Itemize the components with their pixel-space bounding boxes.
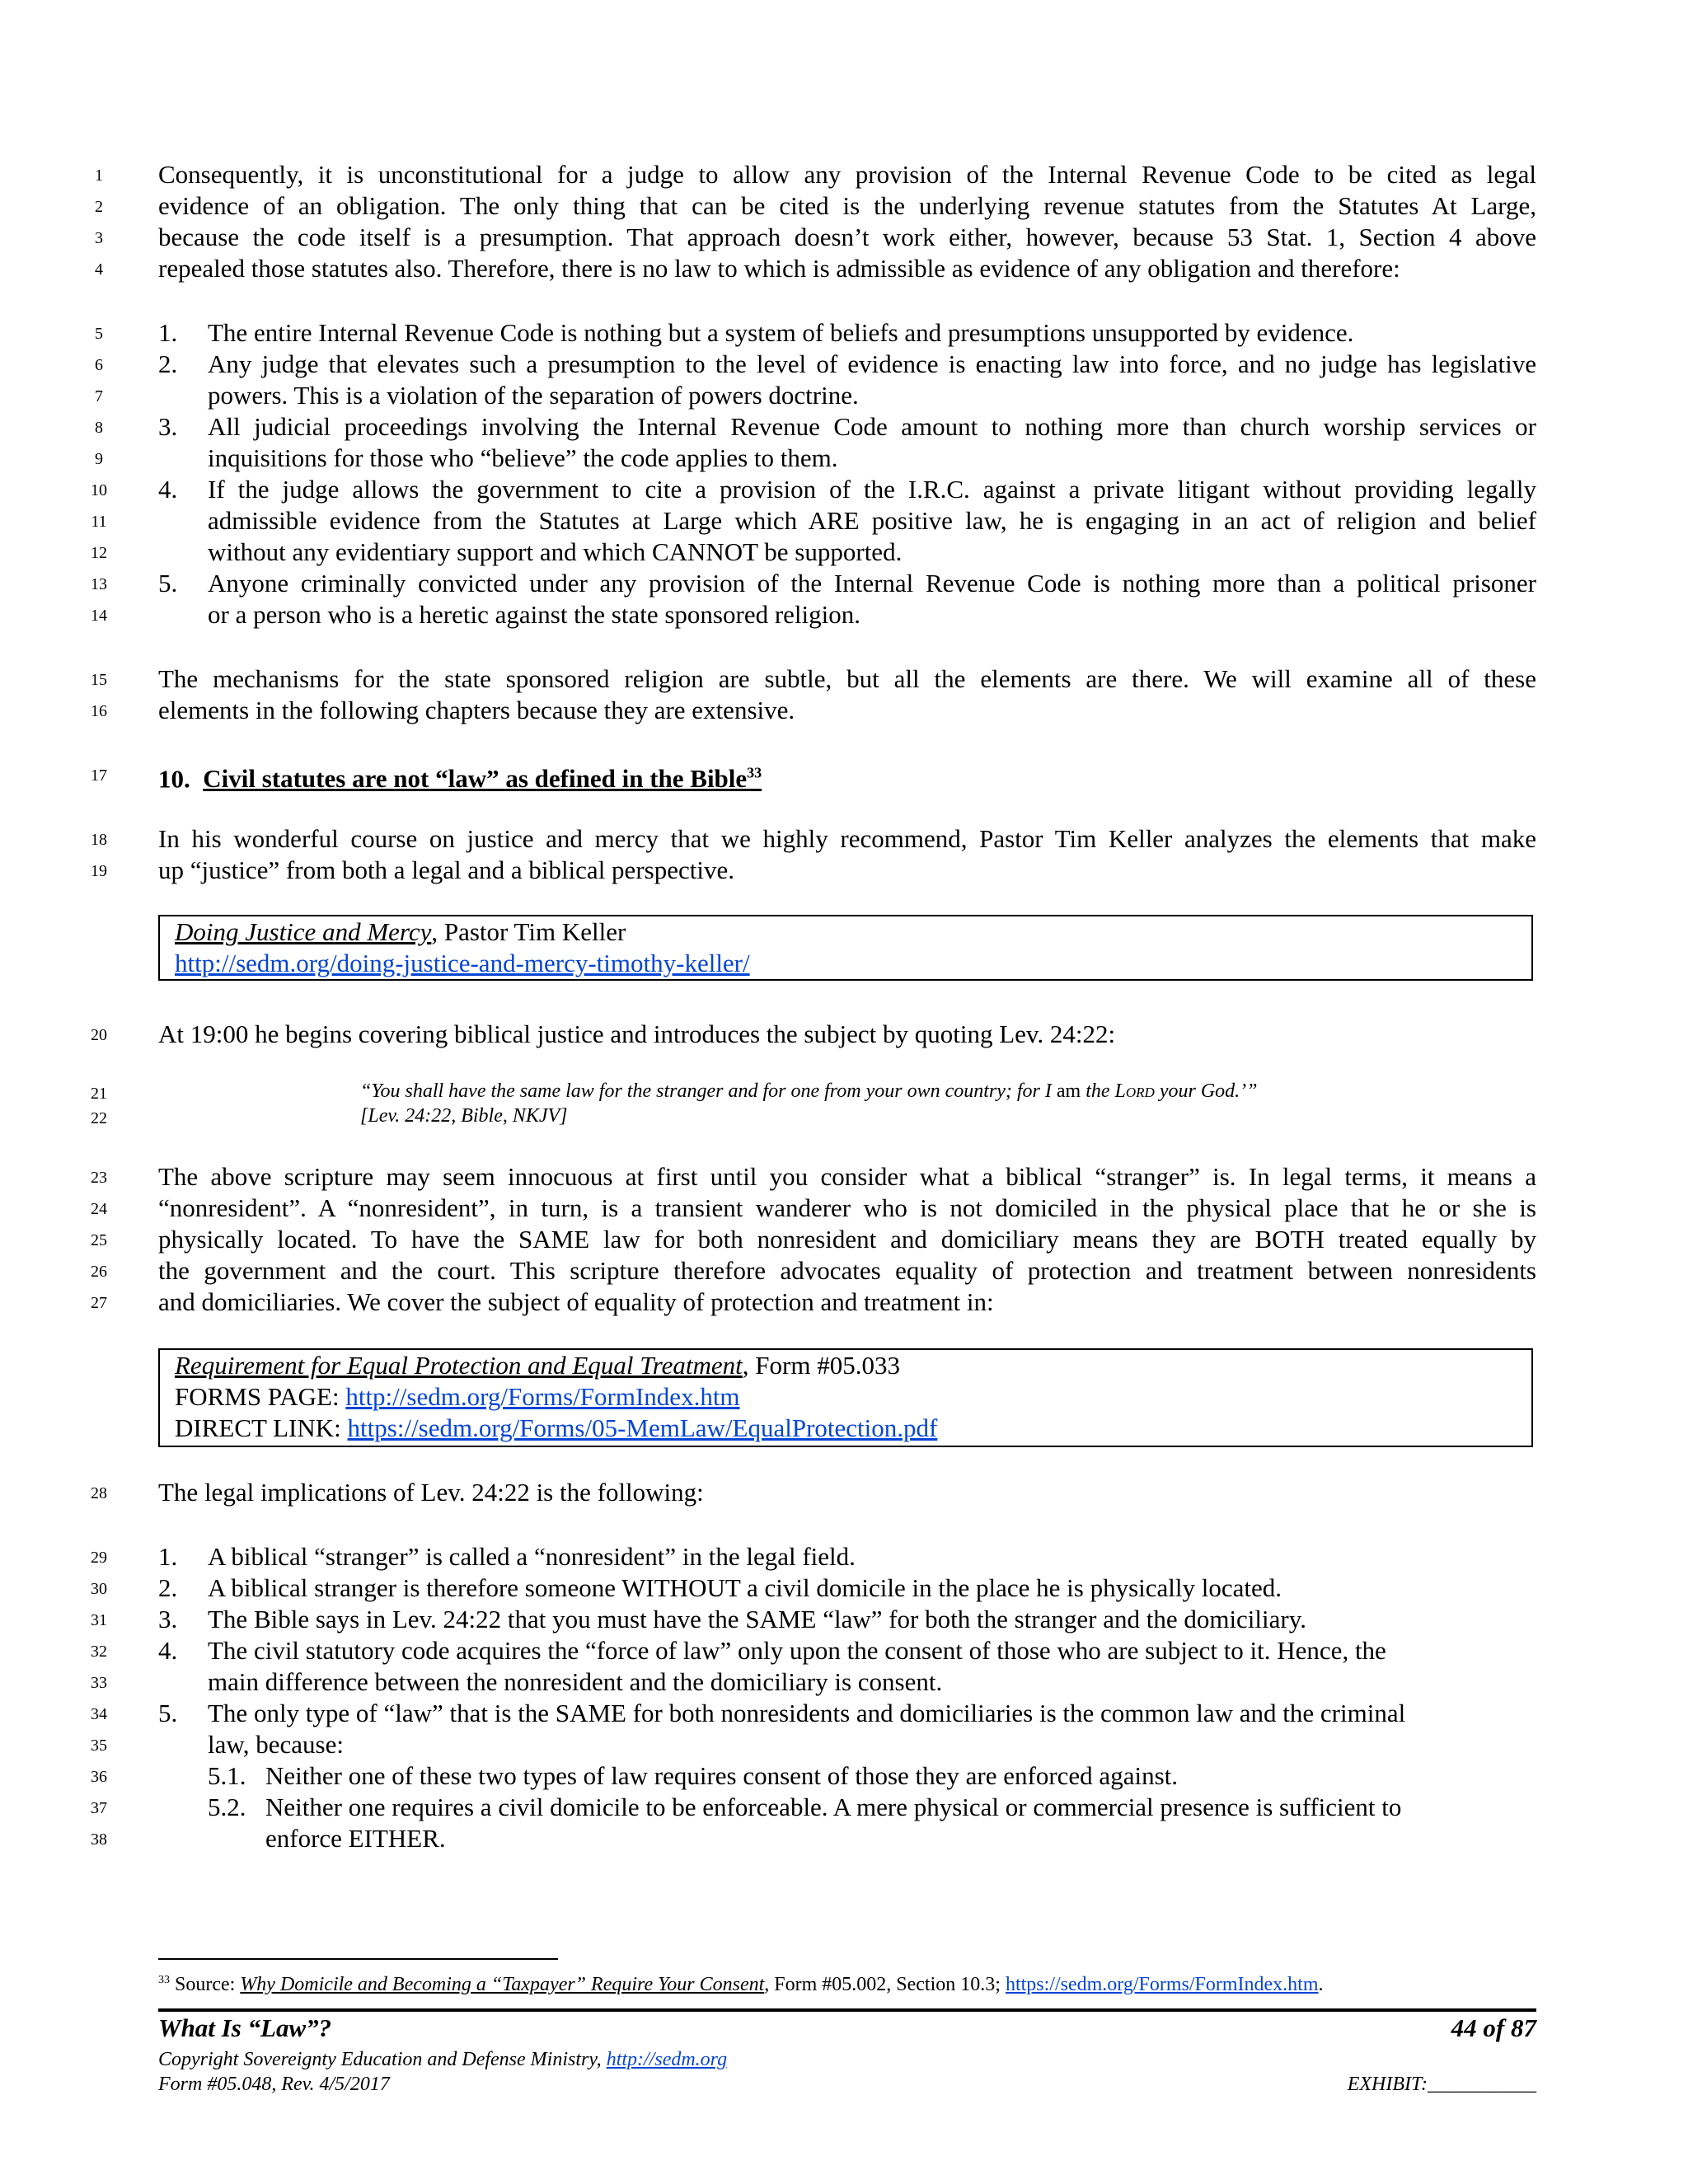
sublist-item-text: Neither one requires a civil domicile to be enforceable. A mere physical or commercial presence is sufficient to [265, 1793, 1402, 1821]
sublist-number: 5.1. [208, 1761, 246, 1790]
paragraph-line: up “justice” from both a legal and a biblical perspective. [158, 855, 734, 884]
line-number: 7 [95, 387, 103, 405]
footer-rule [158, 2008, 1536, 2012]
list-number: 5. [158, 1699, 178, 1727]
forms-page-link[interactable]: http://sedm.org/Forms/FormIndex.htm [345, 1382, 740, 1411]
line-number: 16 [91, 702, 107, 720]
footnote-separator [158, 1958, 558, 1960]
list-item-text: or a person who is a heretic against the state sponsored religion. [208, 600, 860, 629]
list-item-text: main difference between the nonresident and the domiciliary is consent. [208, 1667, 943, 1696]
paragraph-line: The legal implications of Lev. 24:22 is the following: [158, 1478, 704, 1507]
list-item-text: If the judge allows the government to cite a provision of the I.R.C. against a private litigant without providing legally [208, 475, 1536, 504]
line-number: 11 [91, 513, 107, 531]
paragraph-line: evidence of an obligation. The only thing that can be cited is the underlying revenue statutes from the Statutes At Large, [158, 191, 1536, 220]
footer-form: Form #05.048, Rev. 4/5/2017 [158, 2074, 390, 2095]
footer-copyright: Copyright Sovereignty Education and Defense Ministry, http://sedm.org [158, 2049, 728, 2070]
line-number: 3 [95, 229, 103, 247]
list-item-text: powers. This is a violation of the separation of powers doctrine. [208, 381, 859, 410]
line-number: 31 [91, 1611, 107, 1629]
list-number: 1. [158, 1542, 178, 1571]
paragraph-line: Consequently, it is unconstitutional for a judge to allow any provision of the Internal Revenue Code to be cited as legal [158, 160, 1536, 189]
footer-title: What Is “Law”? [158, 2013, 332, 2042]
line-number: 37 [91, 1799, 107, 1817]
line-number: 30 [91, 1580, 107, 1598]
footnote-title[interactable]: Why Domicile and Becoming a “Taxpayer” Require Your Consent [240, 1974, 765, 1995]
reference-title-line: Requirement for Equal Protection and Equal Treatment, Form #05.033 [175, 1351, 900, 1380]
scripture-citation: [Lev. 24:22, Bible, NKJV] [360, 1105, 568, 1127]
line-number: 34 [91, 1705, 107, 1723]
paragraph-line: because the code itself is a presumption. That approach doesn’t work either, however, because 53 Stat. 1, Section 4 above [158, 223, 1536, 251]
footer-exhibit: EXHIBIT:___________ [1347, 2074, 1536, 2095]
list-item-text: without any evidentiary support and which CANNOT be supported. [208, 537, 903, 566]
line-number: 20 [91, 1026, 107, 1044]
list-number: 2. [158, 349, 178, 378]
paragraph-line: The above scripture may seem innocuous at first until you consider what a biblical “stranger” is. In legal terms, it means a [158, 1162, 1536, 1191]
line-number: 26 [91, 1263, 107, 1281]
paragraph-line: physically located. To have the SAME law for both nonresident and domiciliary means they are BOTH treated equally by [158, 1225, 1536, 1254]
line-number: 15 [91, 671, 107, 689]
direct-link-line: DIRECT LINK: https://sedm.org/Forms/05-MemLaw/EqualProtection.pdf [175, 1413, 938, 1442]
reference-title[interactable]: Doing Justice and Mercy [175, 917, 432, 946]
line-number: 36 [91, 1768, 107, 1786]
reference-link[interactable]: http://sedm.org/doing-justice-and-mercy-timothy-keller/ [175, 949, 750, 977]
sublist-item-text: enforce EITHER. [265, 1824, 446, 1853]
line-number: 8 [95, 419, 103, 437]
direct-link[interactable]: https://sedm.org/Forms/05-MemLaw/EqualProtection.pdf [347, 1413, 938, 1442]
paragraph-line: elements in the following chapters because they are extensive. [158, 696, 795, 724]
list-number: 2. [158, 1573, 178, 1602]
footer-link[interactable]: http://sedm.org [606, 2049, 728, 2070]
list-number: 5. [158, 569, 178, 598]
list-number: 1. [158, 318, 178, 347]
list-item-text: All judicial proceedings involving the Internal Revenue Code amount to nothing more than church worship services or [208, 412, 1536, 441]
paragraph-line: At 19:00 he begins covering biblical justice and introduces the subject by quoting Lev. 24:22: [158, 1019, 1116, 1048]
list-item-text: The only type of “law” that is the SAME for both nonresidents and domiciliaries is the common law and the criminal [208, 1699, 1406, 1727]
line-number: 29 [91, 1549, 107, 1567]
line-number: 6 [95, 356, 103, 374]
line-number: 23 [91, 1169, 107, 1187]
line-number: 12 [91, 544, 107, 562]
list-number: 3. [158, 1605, 178, 1633]
line-number: 18 [91, 831, 107, 849]
section-heading [158, 757, 762, 794]
paragraph-line: repealed those statutes also. Therefore, there is no law to which is admissible as evidence of any obligation and therefore: [158, 254, 1400, 283]
footnote-link[interactable]: https://sedm.org/Forms/FormIndex.htm [1005, 1974, 1319, 1995]
list-number: 4. [158, 475, 178, 504]
reference-title[interactable]: Requirement for Equal Protection and Equal Treatment [175, 1351, 743, 1380]
sublist-number: 5.2. [208, 1793, 246, 1821]
line-number: 1 [95, 166, 103, 185]
line-number: 33 [91, 1674, 107, 1692]
scripture-quote: “You shall have the same law for the stranger and for one from your own country; for I am the Lord your God.’” [360, 1080, 1258, 1102]
line-number: 24 [91, 1200, 107, 1218]
list-number: 4. [158, 1636, 178, 1665]
line-number: 5 [95, 325, 103, 343]
line-number: 25 [91, 1231, 107, 1249]
reference-link-line [175, 948, 750, 979]
line-number: 4 [95, 260, 103, 279]
line-number: 13 [91, 575, 107, 593]
list-number: 3. [158, 412, 178, 441]
list-item-text: The civil statutory code acquires the “force of law” only upon the consent of those who are subject to it. Hence, the [208, 1636, 1386, 1665]
footnote: $^{33}$ Source: Why Domicile and Becoming a “Taxpayer” Require Your Consent, Form #05.002, Section 10.3; https://sedm.org/Forms/FormIndex.htm. [158, 1974, 1324, 1995]
list-item-text: The entire Internal Revenue Code is nothing but a system of beliefs and presumptions unsupported by evidence. [208, 318, 1354, 347]
footnote-ref[interactable]: 33 [747, 765, 762, 781]
forms-page-line: FORMS PAGE: http://sedm.org/Forms/FormIndex.htm [175, 1382, 740, 1411]
reference-box [158, 1348, 1533, 1447]
list-item-text: Anyone criminally convicted under any provision of the Internal Revenue Code is nothing more than a political prisoner [208, 569, 1536, 598]
list-item-text: A biblical “stranger” is called a “nonresident” in the legal field. [208, 1542, 856, 1571]
reference-title-line: Doing Justice and Mercy, Pastor Tim Keller [175, 917, 626, 946]
sublist-item-text: Neither one of these two types of law requires consent of those they are enforced against. [265, 1761, 1178, 1790]
list-item-text: law, because: [208, 1730, 344, 1759]
line-number: 9 [95, 450, 103, 468]
line-number: 28 [91, 1484, 107, 1502]
line-number: 2 [95, 198, 103, 216]
paragraph-line: “nonresident”. A “nonresident”, in turn, is a transient wanderer who is not domiciled in the physical place that he or she is [158, 1193, 1536, 1222]
line-number: 17 [91, 766, 107, 785]
line-number: 27 [91, 1294, 107, 1312]
line-number: 21 [91, 1085, 107, 1103]
list-item-text: inquisitions for those who “believe” the code applies to them. [208, 443, 838, 472]
list-item-text: The Bible says in Lev. 24:22 that you must have the SAME “law” for both the stranger and the domiciliary. [208, 1605, 1306, 1633]
line-number: 19 [91, 862, 107, 880]
paragraph-line: the government and the court. This scripture therefore advocates equality of protection and treatment between nonresidents [158, 1256, 1536, 1285]
list-item-text: admissible evidence from the Statutes at Large which ARE positive law, he is engaging in an act of religion and belief [208, 506, 1536, 535]
reference-box [158, 915, 1533, 981]
list-item-text: A biblical stranger is therefore someone WITHOUT a civil domicile in the place he is physically located. [208, 1573, 1282, 1602]
paragraph-line: The mechanisms for the state sponsored religion are subtle, but all the elements are there. We will examine all of these [158, 664, 1536, 693]
line-number: 38 [91, 1830, 107, 1849]
paragraph-line: In his wonderful course on justice and mercy that we highly recommend, Pastor Tim Keller analyzes the elements that make [158, 824, 1536, 853]
line-number: 14 [91, 607, 107, 625]
line-number: 10 [91, 481, 107, 499]
line-number: 22 [91, 1109, 107, 1127]
line-number: 32 [91, 1643, 107, 1661]
line-number: 35 [91, 1736, 107, 1755]
section-number: 10. [158, 764, 190, 794]
paragraph-line: and domiciliaries. We cover the subject of equality of protection and treatment in: [158, 1287, 994, 1316]
page-number: 44 of 87 [1451, 2013, 1536, 2042]
section-title: Civil statutes are not “law” as defined in the Bible$^{33}$ [203, 764, 762, 794]
list-item-text: Any judge that elevates such a presumption to the level of evidence is enacting law into force, and no judge has legislative [208, 349, 1536, 378]
